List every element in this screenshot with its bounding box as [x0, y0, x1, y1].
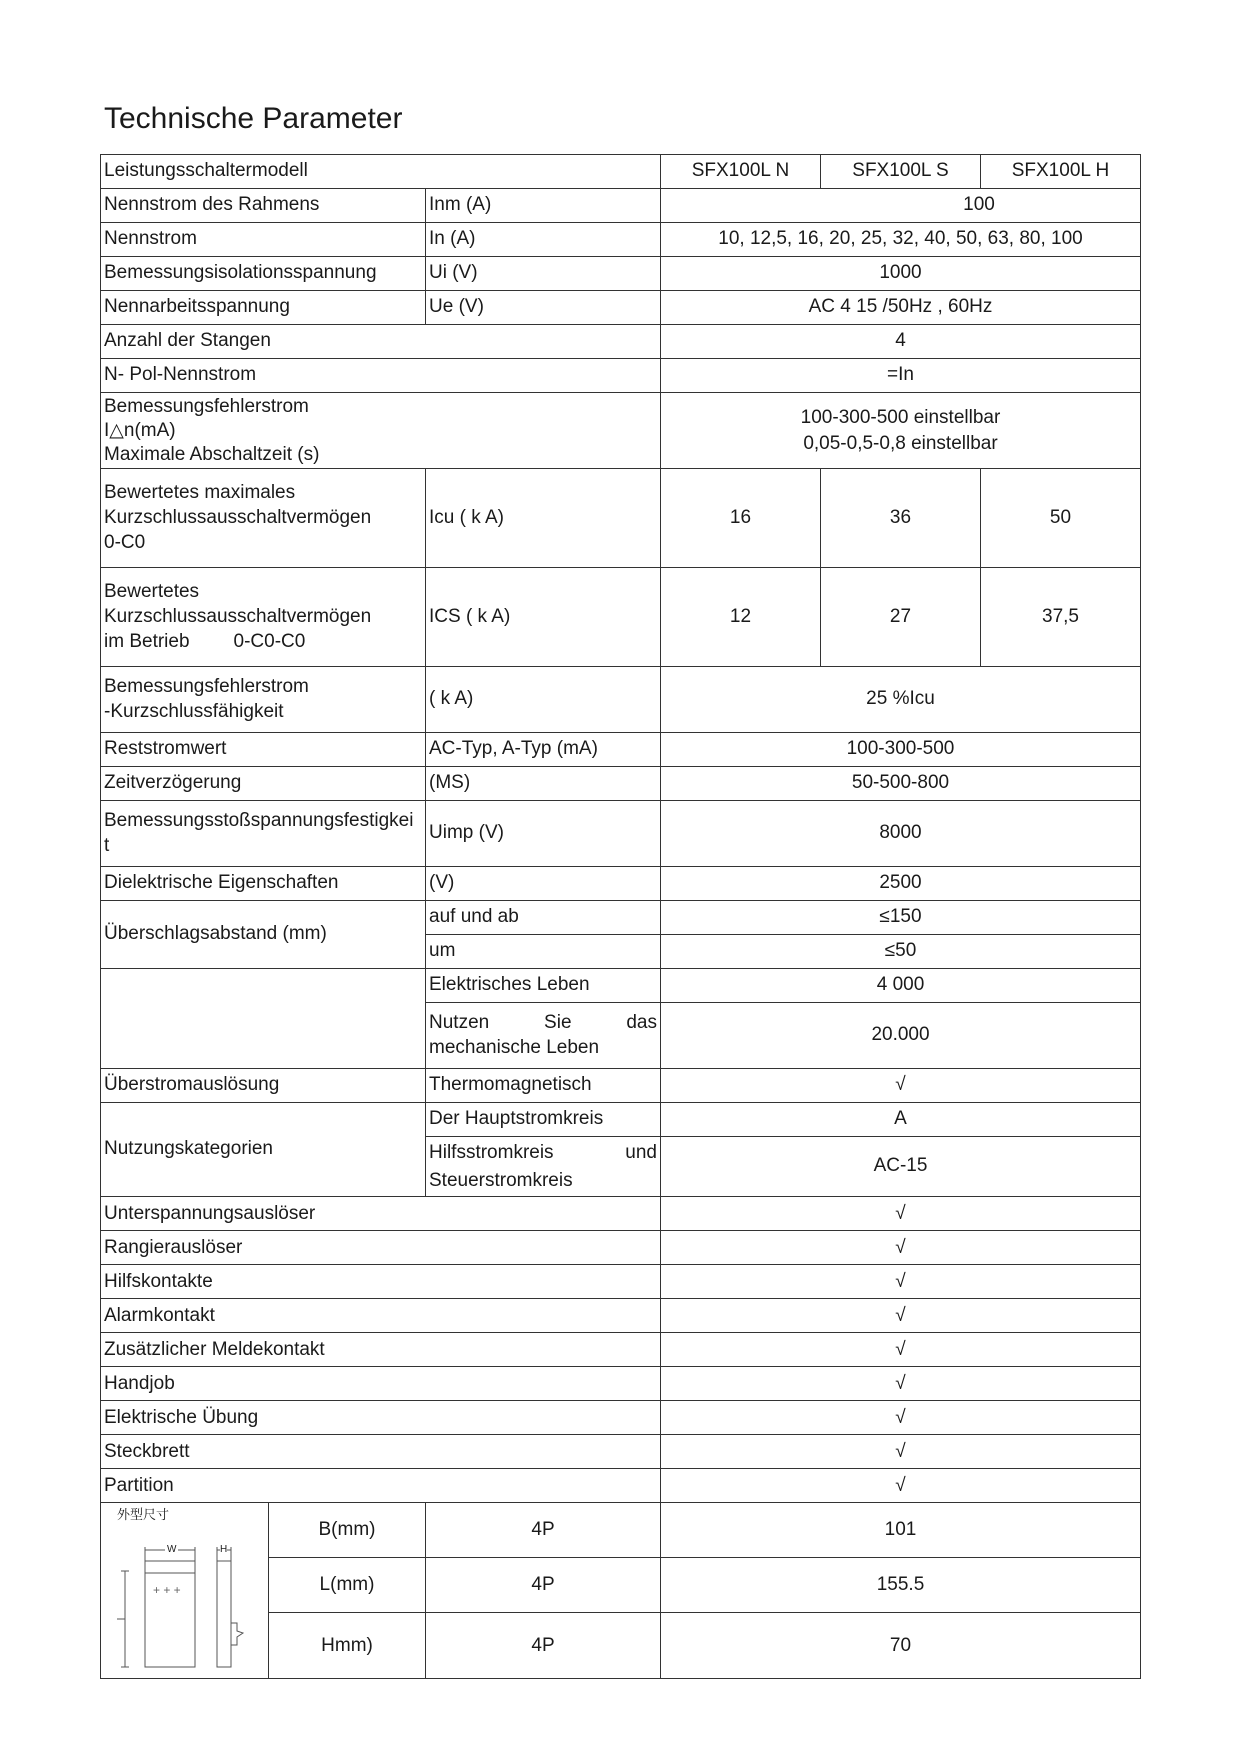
row-unit: Der Hauptstromkreis: [426, 1103, 661, 1137]
row-label: Rangierauslöser: [101, 1231, 661, 1265]
row-label: Überstromauslösung: [101, 1069, 426, 1103]
table-row: [101, 568, 1141, 667]
dimension-value: 70: [661, 1613, 1141, 1679]
row-unit: Ue (V): [426, 291, 661, 325]
row-value: 8000: [661, 801, 1141, 867]
row-label: Überschlagsabstand (mm): [101, 901, 426, 969]
terminal-marks: + + +: [153, 1583, 181, 1598]
row-label: Bemessungsisolationsspannung: [101, 257, 426, 291]
row-unit: ( k A): [426, 667, 661, 733]
row-value: √: [661, 1069, 1141, 1103]
table-row: [101, 667, 1141, 733]
row-unit: Uimp (V): [426, 801, 661, 867]
dimension-label: L(mm): [269, 1558, 426, 1613]
check-mark: √: [661, 1299, 1141, 1333]
dimension-poles: 4P: [426, 1558, 661, 1613]
height-marker: H: [220, 1544, 228, 1556]
value-h: 37,5: [981, 568, 1141, 667]
dimension-drawing-cell: [101, 1503, 269, 1679]
drawing-caption: 外型尺寸: [117, 1507, 170, 1523]
model-s: SFX100L S: [821, 155, 981, 189]
row-unit: (MS): [426, 767, 661, 801]
row-value: 25 %Icu: [661, 667, 1141, 733]
row-unit: Elektrisches Leben: [426, 969, 661, 1003]
table-row: [101, 1469, 1141, 1503]
row-unit: Nutzen Sie das mechanische Leben: [426, 1003, 661, 1069]
row-value: 20.000: [661, 1003, 1141, 1069]
table-row: [101, 1503, 1141, 1558]
row-label: Zeitverzögerung: [101, 767, 426, 801]
row-unit: Inm (A): [426, 189, 661, 223]
row-value: 4 000: [661, 969, 1141, 1003]
row-label: Nennstrom: [101, 223, 426, 257]
row-value: AC 4 15 /50Hz , 60Hz: [661, 291, 1141, 325]
row-value: 1000: [661, 257, 1141, 291]
row-unit: um: [426, 935, 661, 969]
value-h: 50: [981, 469, 1141, 568]
table-row: [101, 733, 1141, 767]
row-label: Handjob: [101, 1367, 661, 1401]
row-label: Nennarbeitsspannung: [101, 291, 426, 325]
dimension-poles: 4P: [426, 1613, 661, 1679]
value-n: 16: [661, 469, 821, 568]
table-row: [101, 469, 1141, 568]
table-row: [101, 359, 1141, 393]
row-value: ≤50: [661, 935, 1141, 969]
row-label: Elektrische Übung: [101, 1401, 661, 1435]
table-row: [101, 1333, 1141, 1367]
model-n: SFX100L N: [661, 155, 821, 189]
row-value: 2500: [661, 867, 1141, 901]
row-value: 100-300-500 einstellbar 0,05-0,5-0,8 einstellbar: [661, 393, 1141, 469]
check-mark: √: [661, 1469, 1141, 1503]
empty-cell: [101, 969, 426, 1069]
width-marker: W: [167, 1544, 177, 1556]
model-h: SFX100L H: [981, 155, 1141, 189]
table-row: [101, 901, 1141, 935]
table-row: [101, 867, 1141, 901]
dimension-value: 101: [661, 1503, 1141, 1558]
row-label: Bewertetes Kurzschlussausschaltvermögen im Betrieb 0-C0-C0: [101, 568, 426, 667]
row-value: 4: [661, 325, 1141, 359]
row-label: Bemessungsstoßspannungsfestigkei t: [101, 801, 426, 867]
check-mark: √: [661, 1333, 1141, 1367]
row-label: Unterspannungsauslöser: [101, 1197, 661, 1231]
row-value: =In: [661, 359, 1141, 393]
value-s: 36: [821, 469, 981, 568]
row-label: Alarmkontakt: [101, 1299, 661, 1333]
table-row: [101, 1265, 1141, 1299]
dimension-poles: 4P: [426, 1503, 661, 1558]
dimension-drawing: [101, 1503, 268, 1673]
row-label: Bemessungsfehlerstrom I△n(mA) Maximale Abschaltzeit (s): [101, 393, 661, 469]
row-label: Hilfskontakte: [101, 1265, 661, 1299]
table-row: [101, 1435, 1141, 1469]
row-value: 10, 12,5, 16, 20, 25, 32, 40, 50, 63, 80, 100: [661, 223, 1141, 257]
dimension-label: Hmm): [269, 1613, 426, 1679]
value-n: 12: [661, 568, 821, 667]
header-label: Leistungsschaltermodell: [101, 155, 661, 189]
check-mark: √: [661, 1265, 1141, 1299]
row-label: Partition: [101, 1469, 661, 1503]
row-label: Bemessungsfehlerstrom -Kurzschlussfähigkeit: [101, 667, 426, 733]
row-unit: auf und ab: [426, 901, 661, 935]
row-unit: Hilfsstromkreis und Steuerstromkreis: [426, 1137, 661, 1197]
row-value: 100-300-500: [661, 733, 1141, 767]
check-mark: √: [661, 1231, 1141, 1265]
table-row: [101, 155, 1141, 189]
dimension-value: 155.5: [661, 1558, 1141, 1613]
table-row: [101, 223, 1141, 257]
row-value: A: [661, 1103, 1141, 1137]
table-row: [101, 1103, 1141, 1137]
table-row: [101, 1069, 1141, 1103]
check-mark: √: [661, 1401, 1141, 1435]
row-label: Bewertetes maximales Kurzschlussausschaltvermögen 0-C0: [101, 469, 426, 568]
row-label: Zusätzlicher Meldekontakt: [101, 1333, 661, 1367]
parameter-table: [100, 154, 1141, 1679]
table-row: [101, 1197, 1141, 1231]
table-row: [101, 1299, 1141, 1333]
table-row: [101, 767, 1141, 801]
row-label: Anzahl der Stangen: [101, 325, 661, 359]
check-mark: √: [661, 1367, 1141, 1401]
check-mark: √: [661, 1197, 1141, 1231]
row-label: Steckbrett: [101, 1435, 661, 1469]
row-unit: Thermomagnetisch: [426, 1069, 661, 1103]
page-title: Technische Parameter: [104, 102, 403, 135]
table-row: [101, 393, 1141, 469]
row-label: N- Pol-Nennstrom: [101, 359, 661, 393]
dimension-label: B(mm): [269, 1503, 426, 1558]
row-label: Dielektrische Eigenschaften: [101, 867, 426, 901]
row-label: Reststromwert: [101, 733, 426, 767]
table-row: [101, 189, 1141, 223]
row-unit: Icu ( k A): [426, 469, 661, 568]
table-row: [101, 1401, 1141, 1435]
row-unit: In (A): [426, 223, 661, 257]
check-mark: √: [661, 1435, 1141, 1469]
row-value: 100: [661, 189, 1141, 223]
row-value: AC-15: [661, 1137, 1141, 1197]
table-row: [101, 1231, 1141, 1265]
row-value: 50-500-800: [661, 767, 1141, 801]
row-unit: ICS ( k A): [426, 568, 661, 667]
table-row: [101, 291, 1141, 325]
table-row: [101, 257, 1141, 291]
row-unit: AC-Typ, A-Typ (mA): [426, 733, 661, 767]
table-row: [101, 325, 1141, 359]
row-unit: Ui (V): [426, 257, 661, 291]
table-row: [101, 969, 1141, 1003]
row-unit: (V): [426, 867, 661, 901]
table-row: [101, 801, 1141, 867]
table-row: [101, 1367, 1141, 1401]
row-label: Nennstrom des Rahmens: [101, 189, 426, 223]
value-s: 27: [821, 568, 981, 667]
row-value: ≤150: [661, 901, 1141, 935]
row-label: Nutzungskategorien: [101, 1103, 426, 1197]
breaker-outline-icon: [101, 1503, 267, 1673]
